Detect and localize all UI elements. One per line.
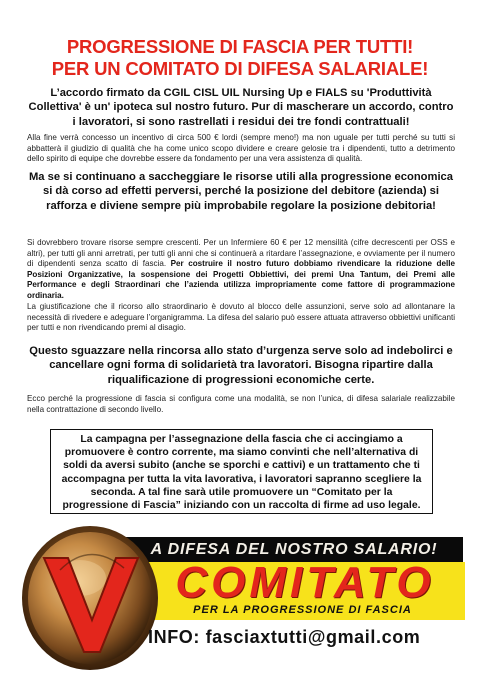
paragraph-2 xyxy=(27,238,455,301)
contact-info[interactable]: INFO: fasciaxtutti@gmail.com xyxy=(148,627,421,647)
highlight-paragraph-2: Ma se si continuano a saccheggiare le risorse utili alla progressione economica si dà corso ad effetti perversi, perché la posizione del debitore (azienda) si rafforza e diviene sempre più improbabile regolare la posizione debitoria! xyxy=(28,171,454,212)
spartan-shield-icon xyxy=(20,520,160,672)
paragraph-3: La giustificazione che il ricorso allo straordinario è dovuto al blocco delle assunzioni, serve solo ad allontanare la necessità di rivedere e adeguare l’organigramma. La difesa del salario può essere attuata attraverso obbiettivi unificanti per tutti e non rivendicando premi al disagio. xyxy=(27,302,455,333)
paragraph-2-text: Si dovrebbero trovare risorse sempre crescenti. Per un Infermiere 60 € per 12 mensilità (cifre decrescenti per OSS e altri), per tutti gli anni arretrati, per tutti gli anni che si continuerà a ritardare l’assegnazione, e ovviamente per il numero di dipendenti senza scatto di fascia. xyxy=(27,238,455,269)
paragraph-1: Alla fine verrà concesso un incentivo di circa 500 € lordi (sempre meno!) ma non uguale per tutti perché su tutti si abbatterà il giudizio di qualità che ha come unico scopo dividere e creare gelosie tra i dipendenti, tutto a detrimento dello spirito di equipe che dovrebbe essere da fondamento per una vera assistenza di qualità. xyxy=(27,133,455,164)
title-line-2: PER UN COMITATO DI DIFESA SALARIALE! xyxy=(51,58,429,79)
highlight-paragraph-3: Questo sguazzare nella rincorsa allo stato d’urgenza serve solo ad indebolirci e cancellare ogni forma di solidarietà tra lavoratori. Bisogna ripartire dalla riqualificazione di progressioni economiche certe. xyxy=(29,345,453,386)
logo-subtitle: PER LA PROGRESSIONE DI FASCIA xyxy=(193,604,412,616)
paragraph-4: Ecco perché la progressione di fascia si configura come una modalità, se non l’unica, di difesa salariale realizzabile nella contrattazione di secondo livello. xyxy=(27,394,455,414)
logo-comitato-wordmark: COMITATO xyxy=(175,558,435,607)
paragraph-2-bold: Per costruire il nostro futuro dobbiamo rivendicare la riduzione delle Posizioni Organizzative, la sospensione dei Progetti Obbiettivi, dei premi Una Tantum, dei Premi alle Performance e degli Straordinari che l’azienda utilizza impropriamente come fattore di programmazione ordinaria. xyxy=(27,259,456,300)
intro-paragraph: L’accordo firmato da CGIL CISL UIL Nursing Up e FIALS su 'Produttività Collettiva' è un' ipoteca sul nostro futuro. Pur di mascherare un accordo, contro i lavoratori, si sono rastrellati i residui dei tre fondi contrattuali! xyxy=(28,87,454,128)
campaign-box: La campagna per l’assegnazione della fascia che ci accingiamo a promuovere è contro corrente, ma siamo convinti che nell’alternativa di soldi da aversi subito (anche se sporchi e cattivi) e un trattamento che ti accompagna per tutta la vita lavorativa, i lavoratori sapranno scegliere la seconda. A tal fine sarà utile promuovere un “Comitato per la progressione di Fascia” iniziando con un raccolta di firme ad uso legale. xyxy=(50,429,433,514)
logo-banner: A DIFESA DEL NOSTRO SALARIO! xyxy=(125,537,463,562)
title-line-1: PROGRESSIONE DI FASCIA PER TUTTI! xyxy=(66,36,414,57)
